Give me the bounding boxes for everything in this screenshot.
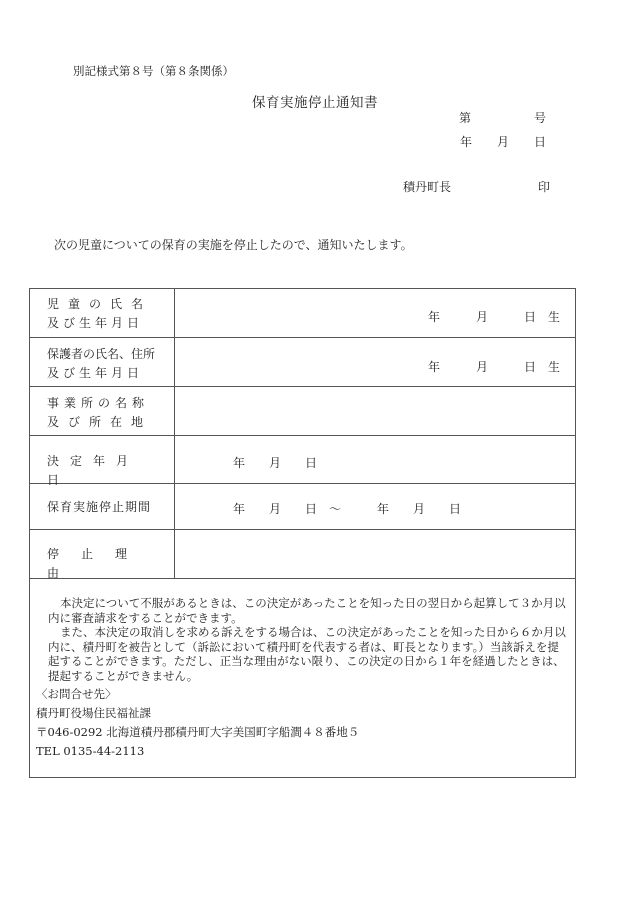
label-text: 停止理由 (47, 547, 150, 580)
form-table (29, 288, 576, 778)
column-divider (174, 289, 175, 578)
label-text: 決定年月日 (47, 454, 140, 487)
contact-tel: TEL 0135-44-2113 (36, 744, 145, 758)
label-text: 及び生年月日 (47, 316, 144, 330)
label-text: 保護者の氏名、住所 (47, 347, 156, 361)
label-line (47, 345, 157, 364)
label-line (47, 413, 157, 432)
facility-label (47, 394, 157, 432)
label-line (47, 364, 157, 383)
guardian-birthdate-value: 年 月 日 生 (428, 360, 561, 374)
label-line (47, 314, 157, 333)
issuer: 積丹町長 (403, 180, 452, 194)
decision-date-label (47, 452, 157, 490)
label-text: 及び所在地 (47, 415, 153, 429)
label-text: 保育実施停止期間 (47, 500, 152, 514)
label-line (47, 545, 157, 583)
row-divider (30, 386, 575, 387)
row-divider (30, 435, 575, 436)
row-divider (30, 337, 575, 338)
suspension-reason-label (47, 545, 157, 583)
guardian-label (47, 345, 157, 383)
issue-date-year: 年 (460, 135, 473, 149)
child-birthdate-value: 年 月 日 生 (428, 310, 561, 324)
label-text: 及び生年月日 (47, 366, 144, 380)
notice-paragraph-2: また、本決定の取消しを求める訴えをする場合は、この決定があったことを知った日から６か月以内に、積丹町を被告として（訴訟において積丹町を代表する者は、町長となります。）当該訴えを提起することができます。ただし、正当な理由がない限り、この決定の日から１年を経過したときは、提起することができません。 (48, 625, 566, 683)
notice-paragraph-1: 本決定について不服があるときは、この決定があったことを知った日の翌日から起算して３か月以内に審査請求をすることができます。 (48, 596, 566, 625)
issue-date-month: 月 (497, 135, 510, 149)
contact-department: 積丹町役場住民福祉課 (36, 706, 151, 720)
child-name-label (47, 295, 157, 333)
row-divider (30, 529, 575, 530)
intro-text: 次の児童についての保育の実施を停止したので、通知いたします。 (54, 238, 413, 252)
suspension-period-value: 年 月 日 ～ 年 月 日 (233, 502, 462, 516)
document-title: 保育実施停止通知書 (252, 95, 378, 111)
label-text: 児童の氏名 (47, 297, 153, 311)
label-line (47, 452, 157, 490)
label-line (47, 498, 157, 517)
label-line (47, 394, 157, 413)
decision-date-value: 年 月 日 (233, 456, 318, 470)
number-prefix: 第 (459, 111, 472, 125)
label-text: 事業所の名称 (47, 396, 150, 410)
issue-date-day: 日 (534, 135, 547, 149)
appeal-notice (48, 596, 568, 683)
seal-mark: 印 (538, 180, 551, 194)
contact-address: 〒046-0292 北海道積丹郡積丹町大字美国町字船澗４８番地５ (36, 725, 360, 739)
label-line (47, 295, 157, 314)
number-suffix: 号 (534, 111, 547, 125)
form-number: 別記様式第８号（第８条関係） (73, 64, 234, 78)
suspension-period-label (47, 498, 157, 517)
contact-heading: 〈お問合せ先〉 (36, 687, 117, 701)
contact-info (36, 685, 359, 761)
